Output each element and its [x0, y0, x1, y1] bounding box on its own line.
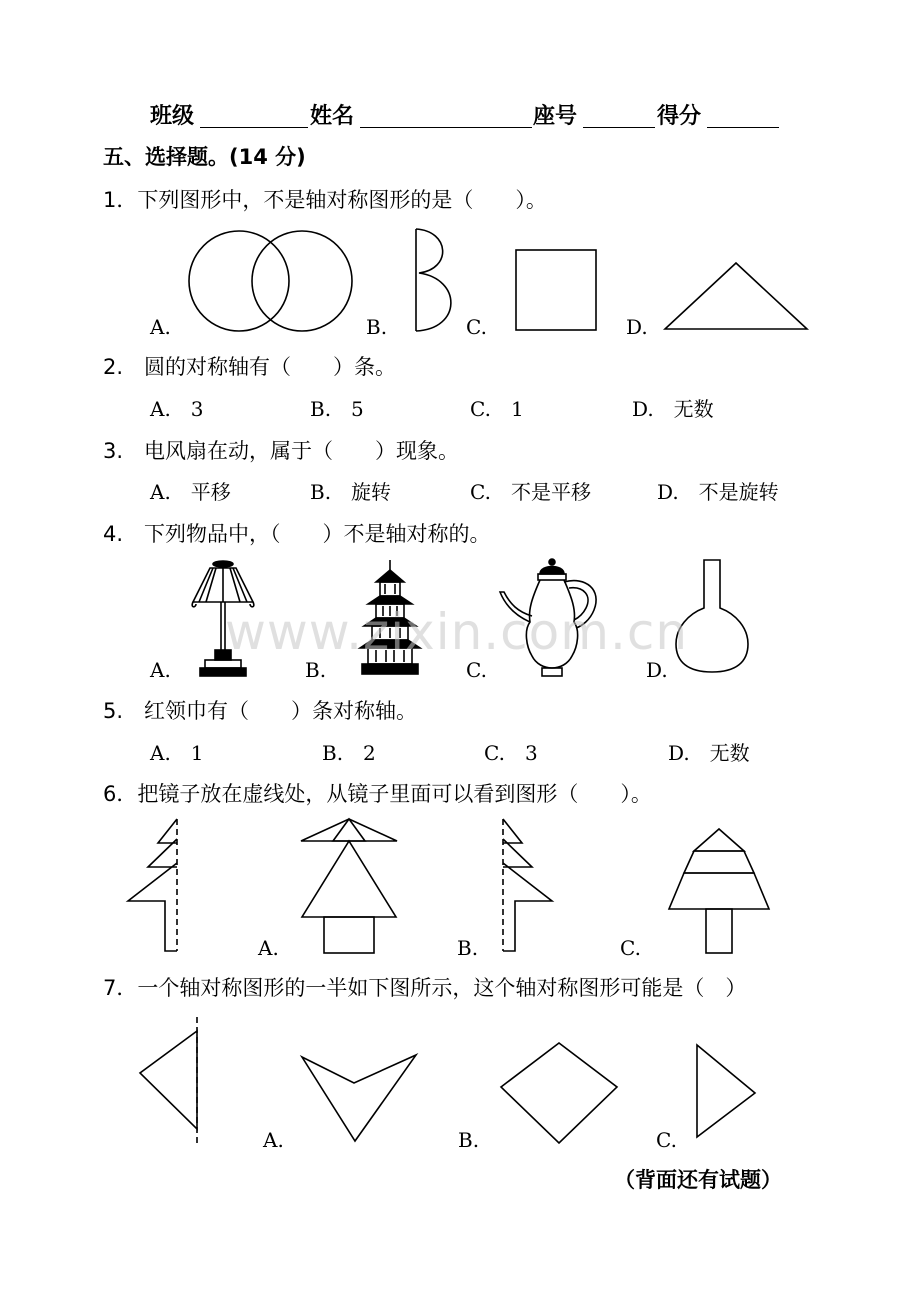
q2-option-d[interactable]: D. 无数: [632, 397, 714, 421]
question-6: 6．把镜子放在虚线处，从镜子里面可以看到图形（ ）。: [103, 782, 652, 806]
q7-option-c[interactable]: C.: [656, 1128, 677, 1152]
q5-option-c[interactable]: C. 3: [484, 741, 538, 765]
name-label: 姓名: [310, 104, 355, 129]
question-4: 4. 下列物品中，（ ）不是轴对称的。: [103, 522, 491, 546]
name-blank[interactable]: [360, 127, 532, 128]
q7-figure-b-diamond: [501, 1043, 617, 1143]
score-blank[interactable]: [707, 127, 779, 128]
q3-option-a[interactable]: A. 平移: [150, 480, 231, 504]
q1-option-a[interactable]: A.: [150, 315, 171, 339]
q6-figure-a-tree: [301, 819, 397, 953]
q1-figure-d-triangle: [665, 263, 807, 329]
q7-figure-a-shape: [302, 1055, 416, 1141]
q4-option-c[interactable]: C.: [466, 658, 487, 682]
q5-option-a[interactable]: A. 1: [150, 741, 204, 765]
q2-option-b[interactable]: B. 5: [310, 397, 364, 421]
q5-option-d[interactable]: D. 无数: [668, 741, 750, 765]
q4-option-b[interactable]: B.: [305, 658, 327, 682]
footer-note: （背面还有试题）: [614, 1168, 782, 1192]
q7-figure-c-triangle: [697, 1045, 755, 1137]
seat-label: 座号: [533, 104, 578, 129]
q1-figure-a-two-circles: [189, 231, 352, 331]
q7-figures: [135, 1015, 775, 1150]
q6-option-a[interactable]: A.: [258, 936, 279, 960]
question-1: 1．下列图形中，不是轴对称图形的是（ ）。: [103, 188, 547, 212]
class-blank[interactable]: [200, 127, 308, 128]
q1-option-c[interactable]: C.: [466, 315, 487, 339]
q6-option-b[interactable]: B.: [457, 936, 479, 960]
class-label: 班级: [150, 104, 195, 129]
q7-half-shape: [140, 1017, 197, 1147]
q1-option-d[interactable]: D.: [626, 315, 648, 339]
q6-figure-b-half-tree: [503, 819, 552, 951]
q1-figure-c-square: [516, 250, 596, 330]
watermark: www.zixin.com.cn: [225, 603, 689, 661]
q6-figure-c-tree: [669, 829, 769, 953]
question-2: 2. 圆的对称轴有（ ）条。: [103, 355, 397, 379]
section-title: 五、选择题。(14 分): [103, 145, 306, 169]
q2-option-c[interactable]: C. 1: [470, 397, 524, 421]
q6-half-tree: [128, 819, 177, 951]
q6-option-c[interactable]: C.: [620, 936, 641, 960]
q7-option-a[interactable]: A.: [263, 1128, 284, 1152]
q6-figures: [125, 815, 785, 960]
question-5: 5. 红领巾有（ ）条对称轴。: [103, 699, 418, 723]
q1-option-b[interactable]: B.: [366, 315, 388, 339]
q5-option-b[interactable]: B. 2: [322, 741, 376, 765]
question-3: 3. 电风扇在动，属于（ ）现象。: [103, 439, 460, 463]
question-7: 7．一个轴对称图形的一半如下图所示，这个轴对称图形可能是（ ）: [103, 976, 747, 1000]
seat-blank[interactable]: [583, 127, 655, 128]
q4-option-d[interactable]: D.: [646, 658, 668, 682]
q3-option-d[interactable]: D. 不是旋转: [657, 480, 779, 504]
q3-option-c[interactable]: C. 不是平移: [470, 480, 591, 504]
q2-option-a[interactable]: A. 3: [150, 397, 204, 421]
q3-option-b[interactable]: B. 旋转: [310, 480, 392, 504]
q1-figure-b-letter-b: [416, 229, 451, 331]
q7-option-b[interactable]: B.: [458, 1128, 480, 1152]
score-label: 得分: [657, 104, 702, 129]
q4-option-a[interactable]: A.: [150, 658, 171, 682]
q1-figures: [150, 225, 830, 340]
